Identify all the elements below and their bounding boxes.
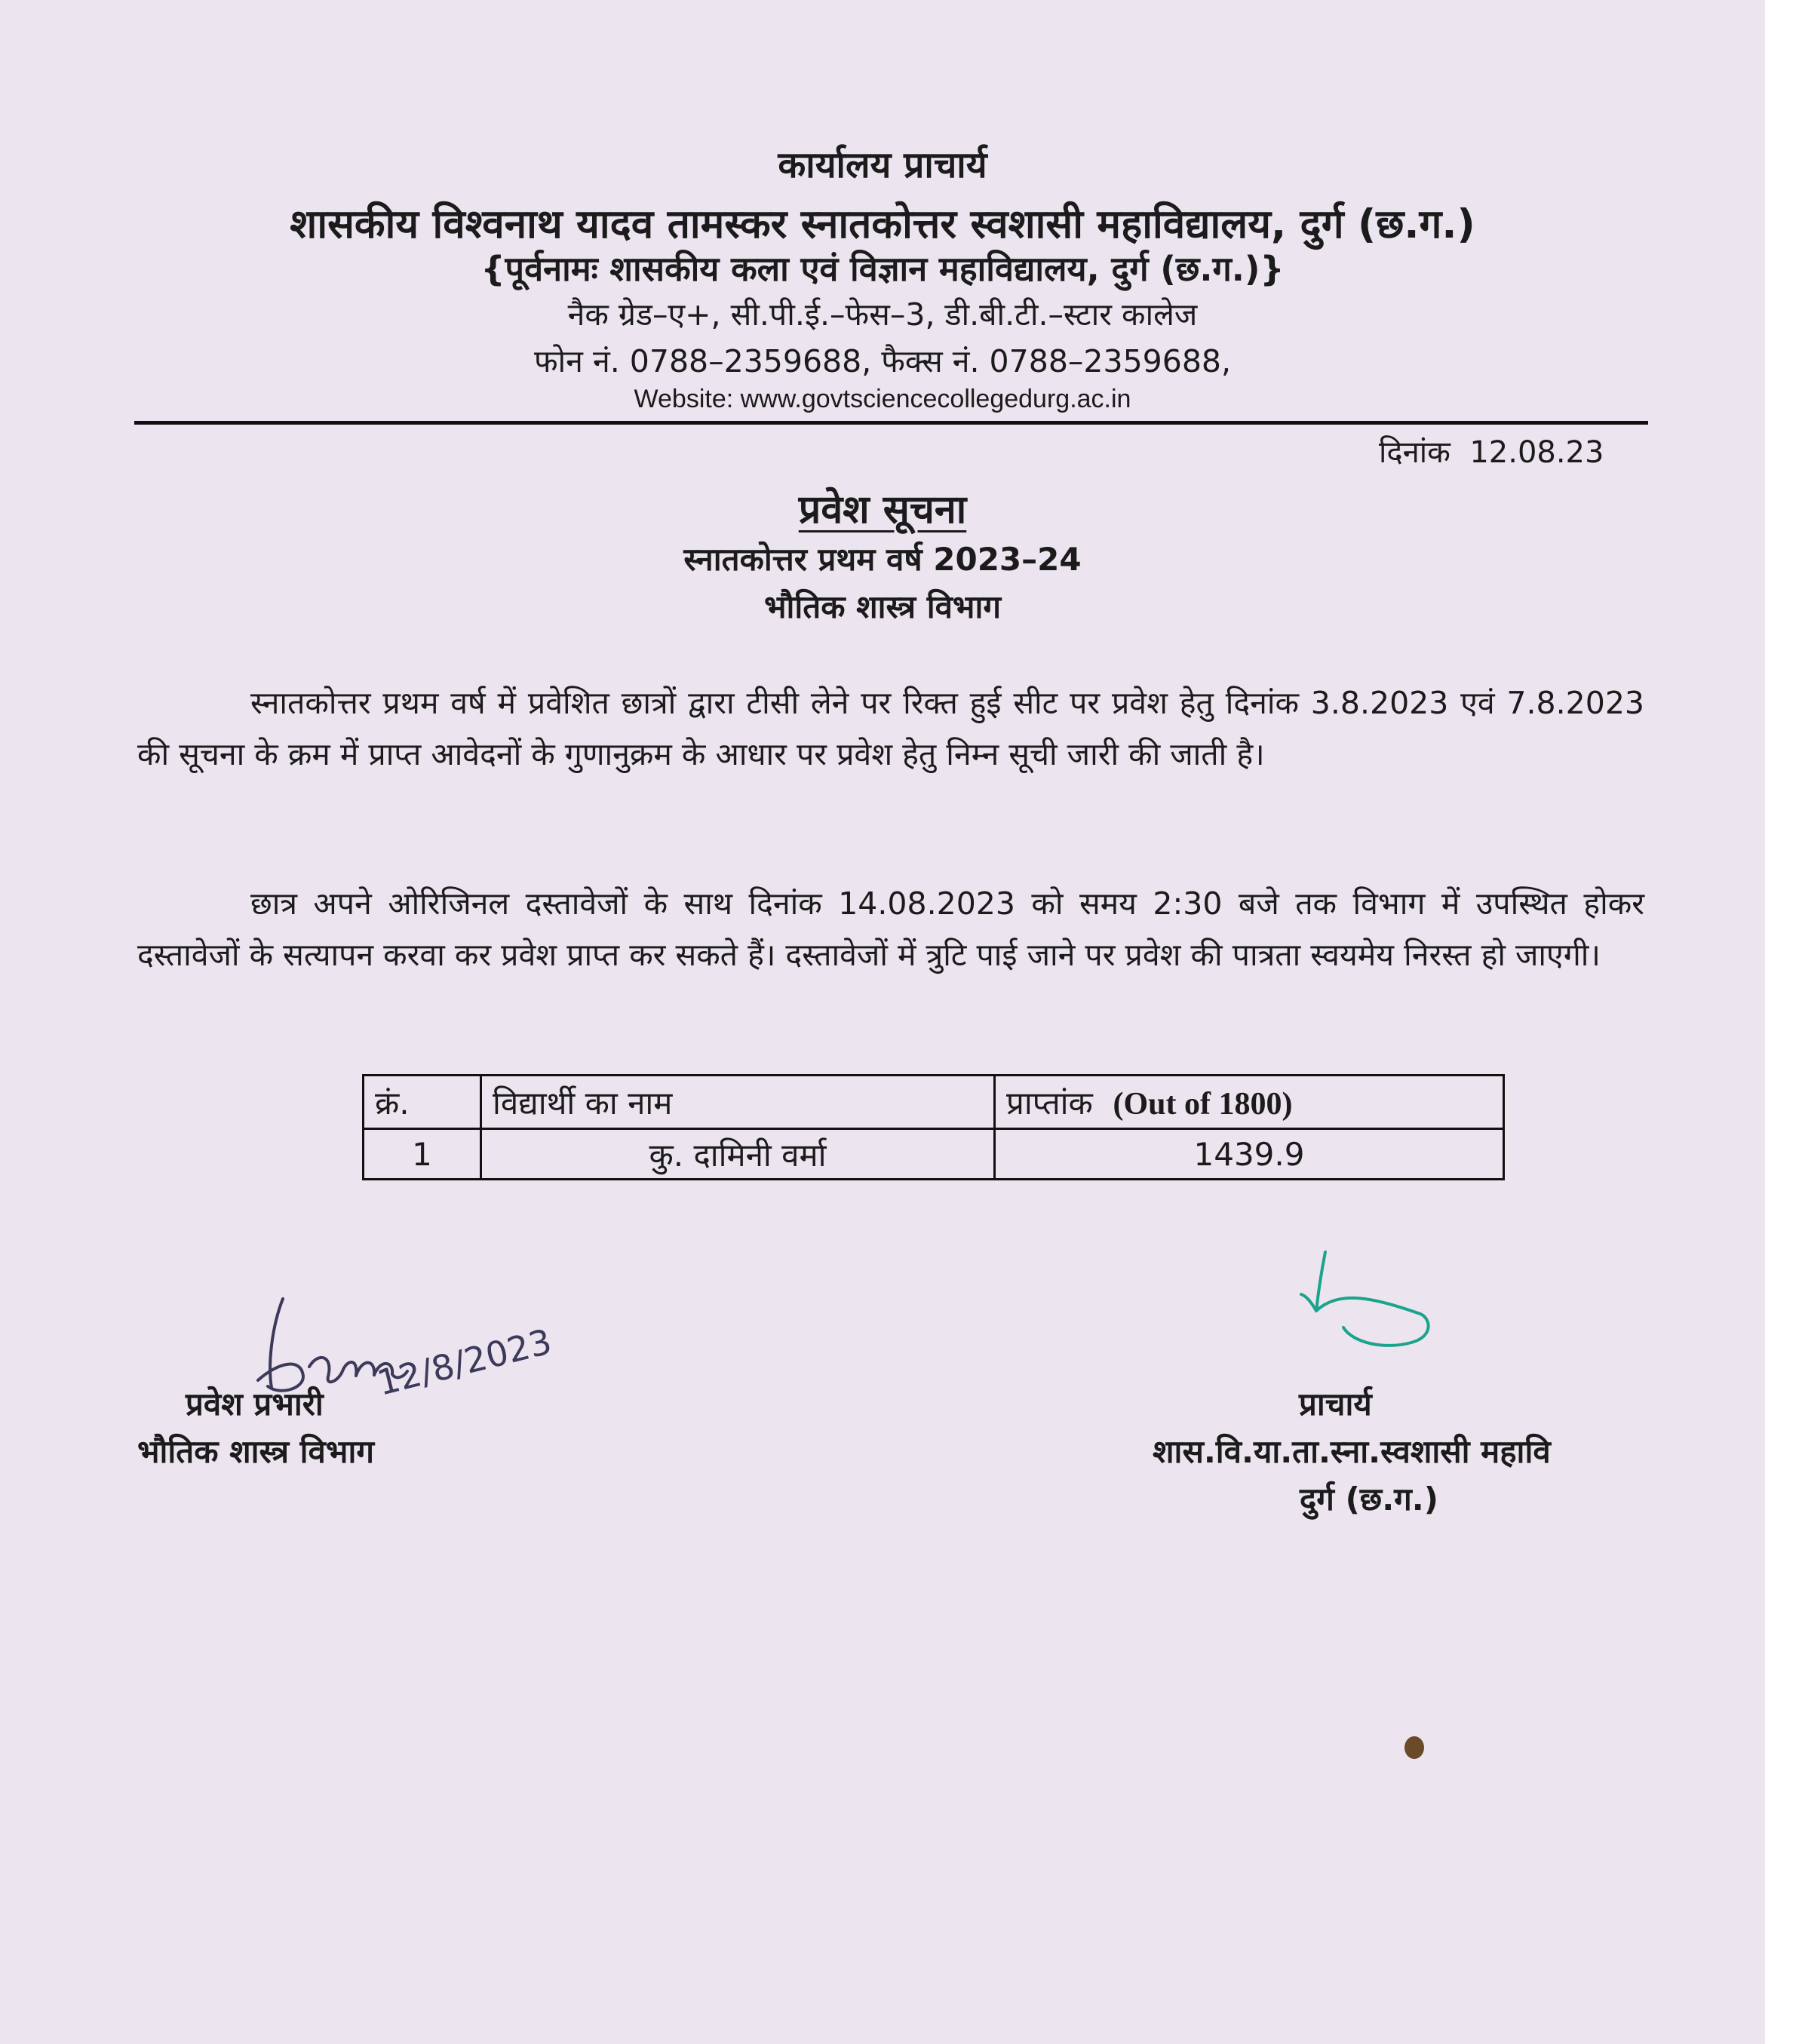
contact-line: फोन नं. 0788–2359688, फैक्स नं. 0788–2359688,: [533, 343, 1232, 379]
notice-paragraph-2: छात्र अपने ओरिजिनल दस्तावेजों के साथ दिनांक 14.08.2023 को समय 2:30 बजे तक विभाग में उपस्थित होकर दस्तावेजों के सत्यापन करवा कर प्रवेश प्राप्त कर सकते हैं। दस्तावेजों में त्रुटि पाई जाने पर प्रवेश की पात्रता स्वयमेय निरस्त हो जाएगी।: [137, 885, 1644, 973]
principal-signature: [1286, 1245, 1444, 1395]
row-marks: 1439.9: [995, 1129, 1504, 1180]
date-label: दिनांक: [1379, 435, 1451, 470]
notice-department: भौतिक शास्त्र विभाग: [764, 588, 1001, 625]
notice-paragraph-1: स्नातकोत्तर प्रथम वर्ष में प्रवेशित छात्रों द्वारा टीसी लेने पर रिक्त हुई सीट पर प्रवेश हेतु दिनांक 3.8.2023 एवं 7.8.2023 की सूचना के क्रम में प्राप्त आवेदनों के गुणानुक्रम के आधार पर प्रवेश हेतु निम्न सूची जारी की जाती है।: [137, 685, 1644, 772]
admission-list-table: [362, 1074, 1505, 1180]
accreditation-line: नैक ग्रेड–ए+, सी.पी.ई.–फेस–3, डी.बी.टी.–स्टार कालेज: [567, 296, 1198, 333]
former-college-name: {पूर्वनामः शासकीय कला एवं विज्ञान महाविद्यालय, दुर्ग (छ.ग.)}: [480, 249, 1285, 289]
principal-college: शास.वि.या.ता.स्ना.स्वशासी महावि: [1153, 1433, 1551, 1470]
website-line: Website: www.govtsciencecollegedurg.ac.in: [634, 385, 1131, 413]
date-value: 12.08.23: [1469, 435, 1604, 470]
notice-title-text: प्रवेश सूचना: [798, 487, 967, 532]
row-student-name: कु. दामिनी वर्मा: [481, 1129, 995, 1180]
header-marks-note: (Out of 1800): [1113, 1086, 1293, 1122]
table-header-row: [364, 1076, 1504, 1129]
principal-place: दुर्ग (छ.ग.): [1300, 1481, 1438, 1518]
principal-title: प्राचार्य: [1299, 1386, 1372, 1423]
in-charge-department: भौतिक शास्त्र विभाग: [137, 1433, 374, 1470]
principal-signature-stroke: [1301, 1252, 1429, 1346]
header-student-name: विद्यार्थी का नाम: [481, 1076, 995, 1129]
office-title: कार्यालय प्राचार्य: [778, 144, 987, 186]
notice-subtitle: स्नातकोत्तर प्रथम वर्ष 2023–24: [683, 541, 1082, 578]
notice-date: [1379, 430, 1604, 471]
header-marks-label: प्राप्तांक: [1006, 1084, 1093, 1122]
notice-title: [0, 481, 1765, 535]
letterhead-divider: [134, 421, 1648, 425]
row-serial: 1: [364, 1129, 481, 1180]
header-marks: [995, 1076, 1504, 1129]
scan-margin: [1765, 0, 1802, 2044]
college-name: शासकीय विश्वनाथ यादव तामस्कर स्नातकोत्तर स्वशासी महाविद्यालय, दुर्ग (छ.ग.): [290, 201, 1475, 247]
handwritten-date: 12/8/2023: [373, 1321, 556, 1404]
header-serial: क्रं.: [364, 1076, 481, 1129]
in-charge-title: प्रवेश प्रभारी: [186, 1386, 324, 1423]
table-row: [364, 1129, 1504, 1180]
paper-stain: [1404, 1736, 1424, 1759]
